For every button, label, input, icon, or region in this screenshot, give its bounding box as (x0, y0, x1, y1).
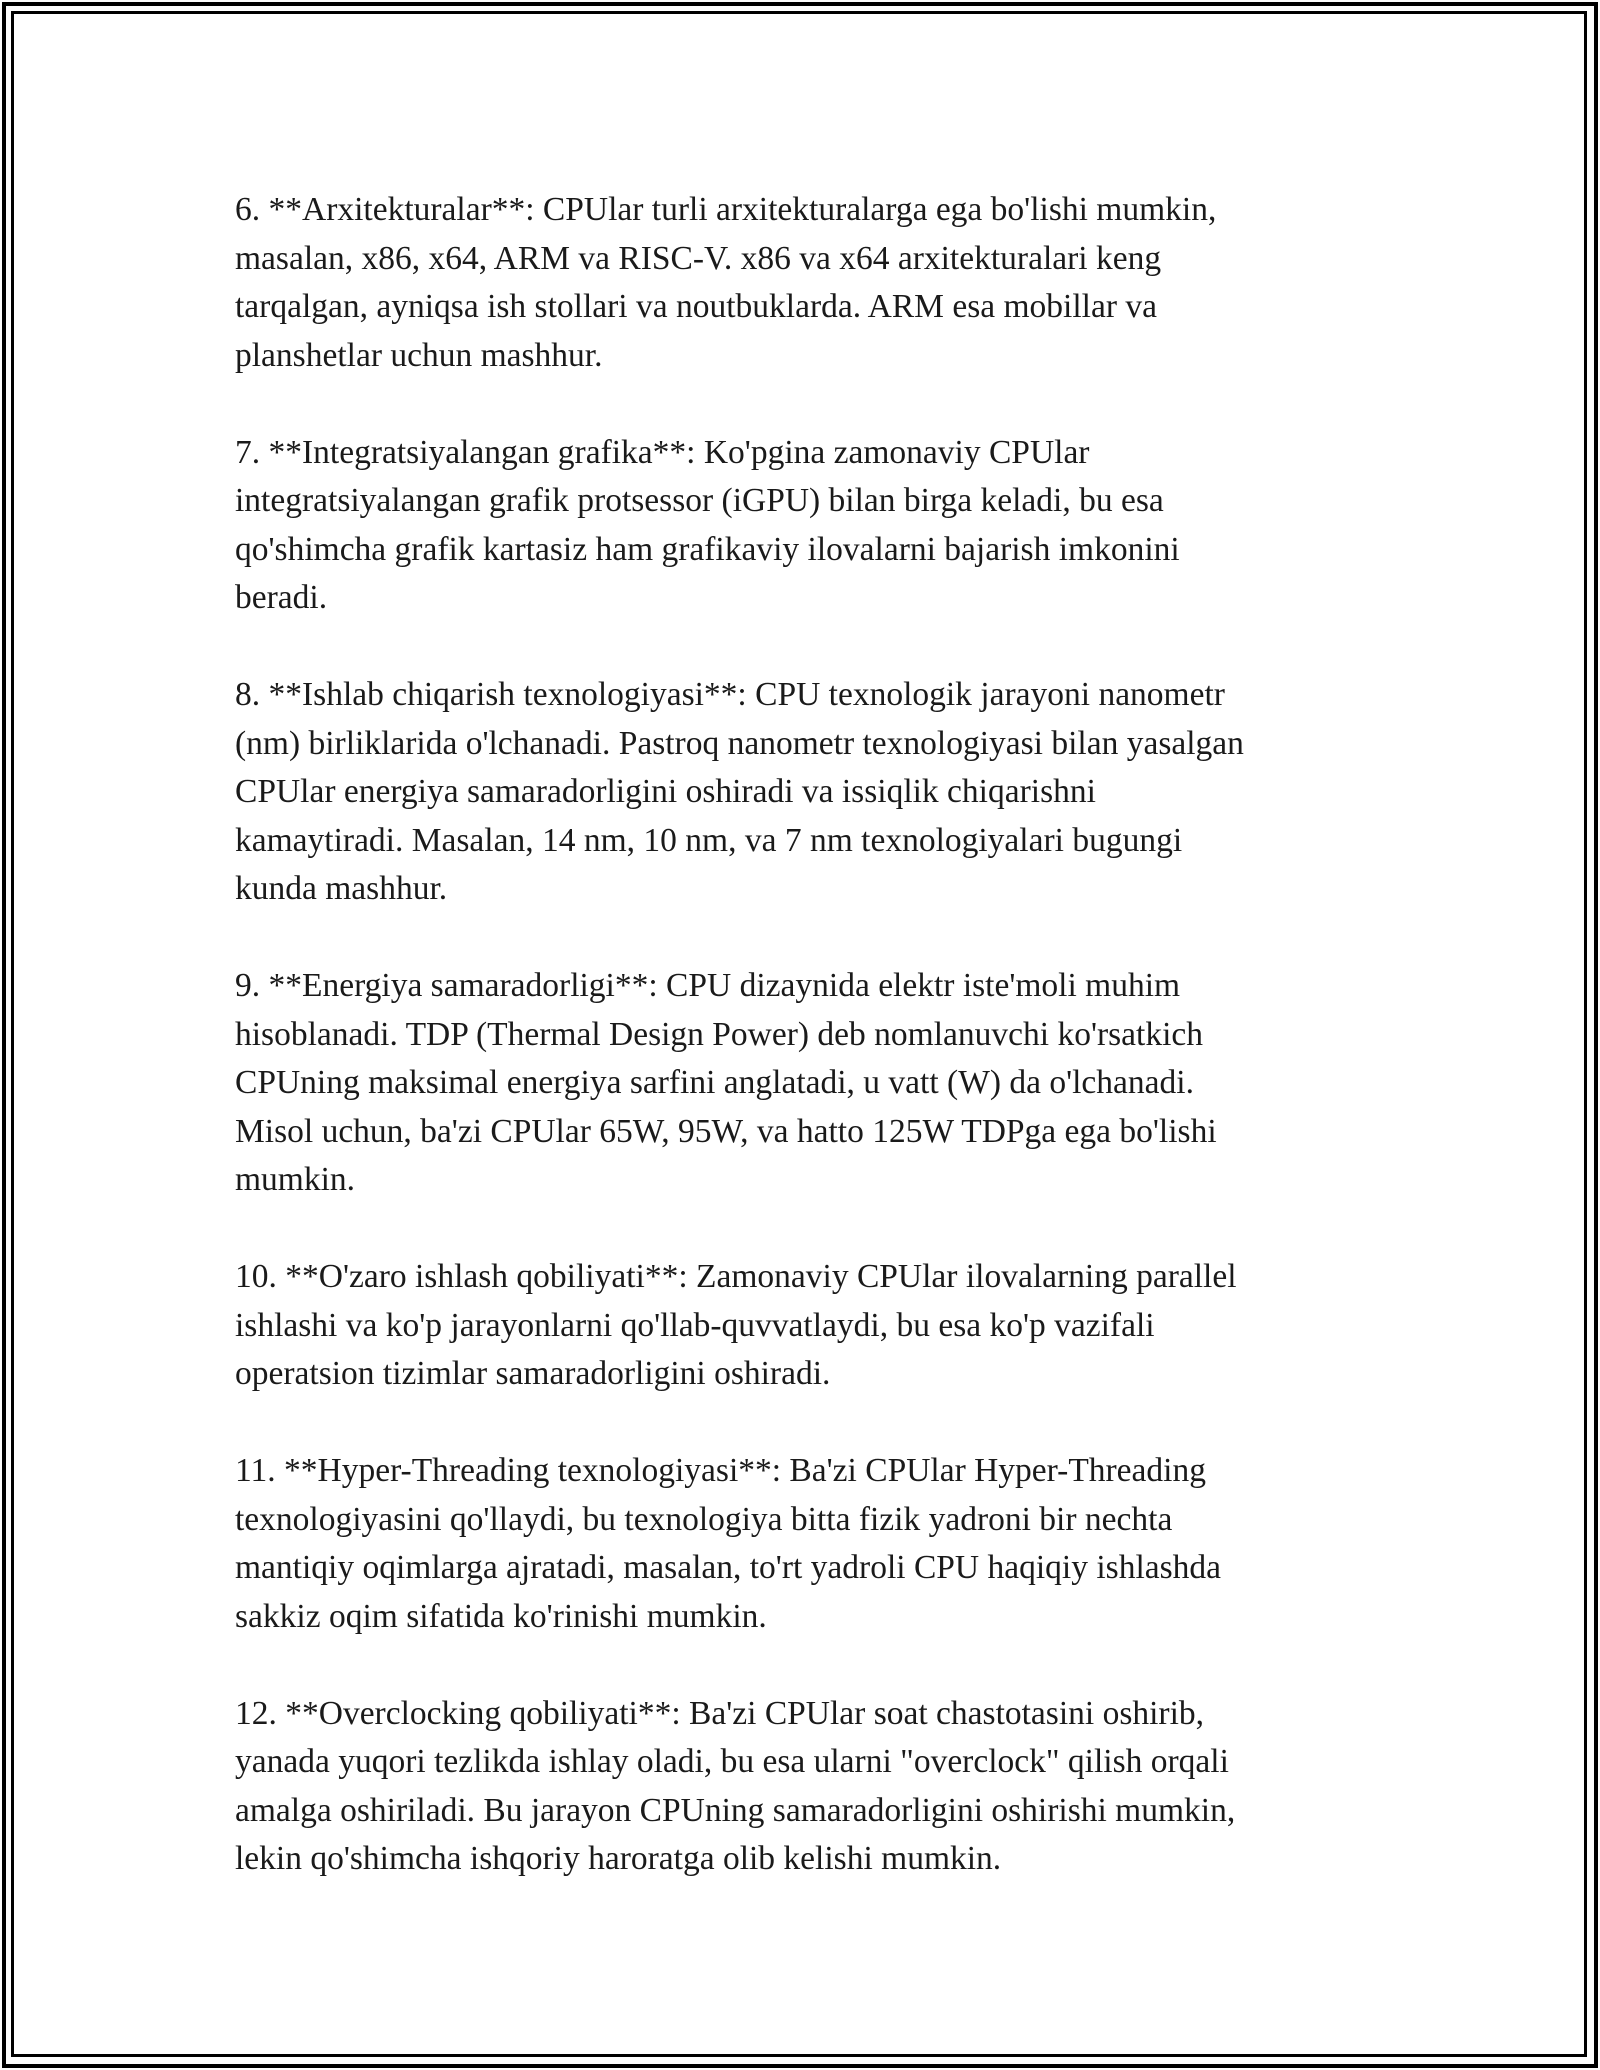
paragraph-integrated-graphics: 7. **Integratsiyalangan grafika**: Ko'pgina zamonaviy CPUlar integratsiyalangan grafik protsessor (iGPU) bilan birga keladi, bu esa qo'shimcha grafik kartasiz ham grafikaviy ilovalarni bajarish imkonini beradi. (235, 433, 1180, 616)
paragraph-hyper-threading: 11. **Hyper-Threading texnologiyasi**: Ba'zi CPUlar Hyper-Threading texnologiyasini qo'llaydi, bu texnologiya bitta fizik yadroni bir nechta mantiqiy oqimlarga ajratadi, masalan, to'rt yadroli CPU haqiqiy ishlashda sakkiz oqim sifatida ko'rinishi mumkin. (235, 1452, 1222, 1635)
paragraph-manufacturing-technology: 8. **Ishlab chiqarish texnologiyasi**: CPU texnologik jarayoni nanometr (nm) birliklarida o'lchanadi. Pastroq nanometr texnologiyasi bilan yasalgan CPUlar energiya samaradorligini oshiradi va issiqlik chiqarishni kamaytiradi. Masalan, 14 nm, 10 nm, va 7 nm texnologiyalari bugungi kunda mashhur. (235, 676, 1244, 907)
paragraph-interoperability: 10. **O'zaro ishlash qobiliyati**: Zamonaviy CPUlar ilovalarning parallel ishlashi va ko'p jarayonlarni qo'llab-quvvatlaydi, bu esa ko'p vazifali operatsion tizimlar samaradorligini oshiradi. (235, 1258, 1237, 1392)
document-body (235, 186, 1365, 1884)
paragraph-overclocking: 12. **Overclocking qobiliyati**: Ba'zi CPUlar soat chastotasini oshirib, yanada yuqori tezlikda ishlay oladi, bu esa ularni "overclock" qilish orqali amalga oshiriladi. Bu jarayon CPUning samaradorligini oshirishi mumkin, lekin qo'shimcha ishqoriy haroratga olib kelishi mumkin. (235, 1694, 1236, 1877)
paragraph-architectures: 6. **Arxitekturalar**: CPUlar turli arxitekturalarga ega bo'lishi mumkin, masalan, x86, x64, ARM va RISC-V. x86 va x64 arxitekturalari keng tarqalgan, ayniqsa ish stollari va noutbuklarda. ARM esa mobillar va planshetlar uchun mashhur. (235, 191, 1217, 374)
paragraph-energy-efficiency: 9. **Energiya samaradorligi**: CPU dizaynida elektr iste'moli muhim hisoblanadi. TDP (Thermal Design Power) deb nomlanuvchi ko'rsatkich CPUning maksimal energiya sarfini anglatadi, u vatt (W) da o'lchanadi. Misol uchun, ba'zi CPUlar 65W, 95W, va hatto 125W TDPga ega bo'lishi mumkin. (235, 967, 1217, 1198)
